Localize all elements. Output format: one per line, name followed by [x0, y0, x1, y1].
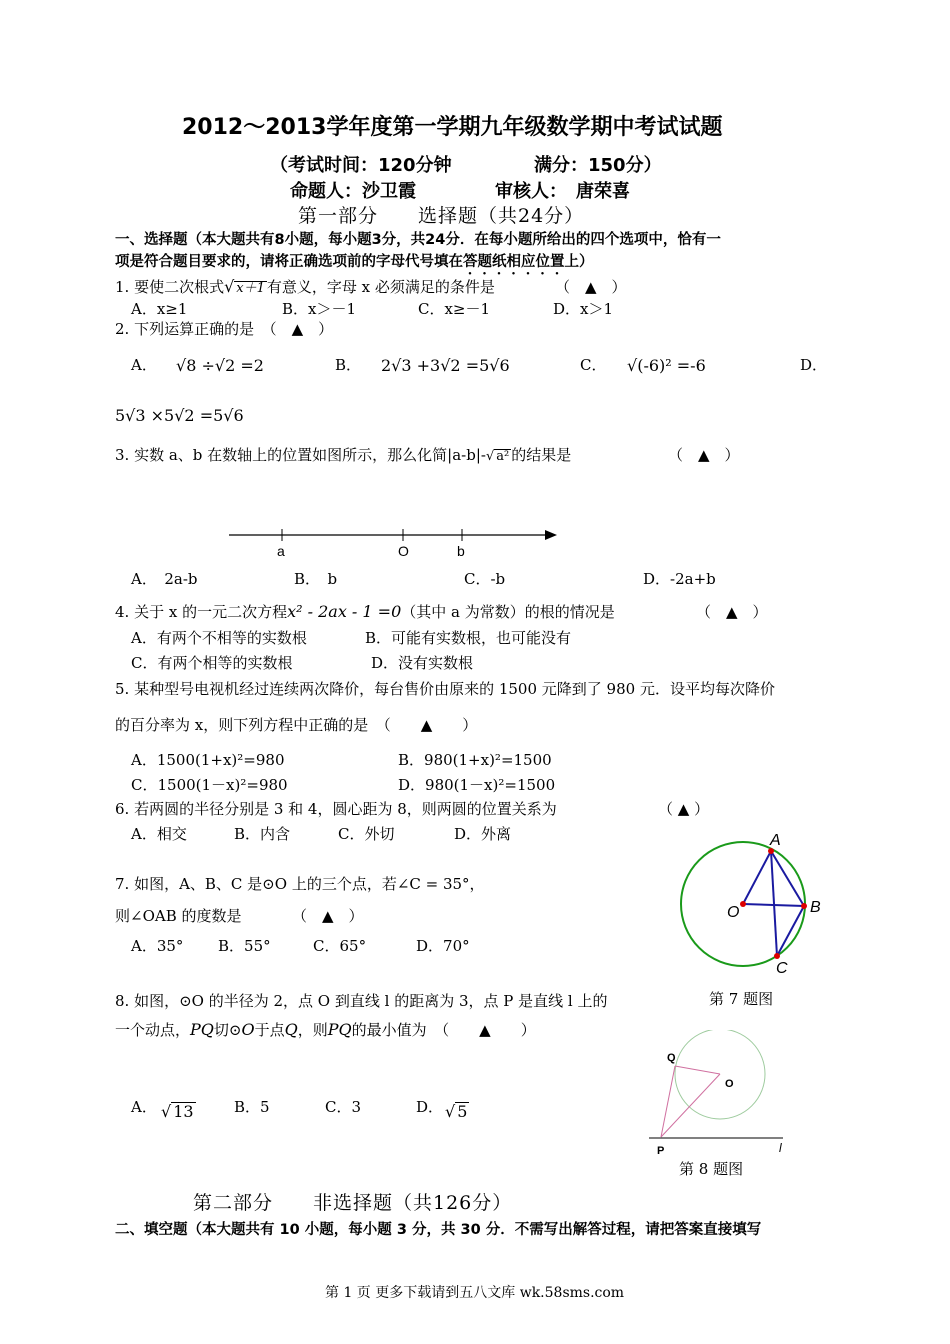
q2-option-a: √8 ÷√2 =2: [176, 356, 264, 375]
section2-title: 二、填空题（本大题共有 10 小题，每小题 3 分，共 30 分．不需写出解答过程，请把答案直接填写: [115, 1222, 762, 1238]
exam-reviewer: 审核人： 唐荣喜: [495, 181, 630, 202]
axis-label-b: b: [457, 543, 465, 559]
q1-stem: 1. 要使二次根式√ x＋1 有意义，字母 x 必须满足的条件是: [115, 277, 495, 296]
segment-po: [661, 1074, 720, 1137]
q8-label-p: P: [657, 1145, 665, 1157]
q6-option-a: A．相交: [131, 825, 187, 843]
q1-option-b: B．x＞－1: [282, 300, 357, 318]
q8-option-d-label: D．: [416, 1098, 444, 1116]
q6-stem: 6. 若两圆的半径分别是 3 和 4，圆心距为 8，则两圆的位置关系为: [115, 800, 557, 818]
q2-label-a: A．: [131, 356, 157, 374]
q4-option-c: C．有两个相等的实数根: [131, 654, 293, 672]
segment-oa: [743, 851, 771, 904]
q1-answer-blank: （ ▲ ）: [555, 278, 627, 296]
q8-label-q: Q: [667, 1052, 676, 1064]
axis-label-a: a: [277, 543, 285, 559]
page-footer: 第 1 页 更多下载请到五八文库 wk.58sms.com: [325, 1285, 625, 1301]
q8-stem-line1: 8. 如图，⊙O 的半径为 2，点 O 到直线 l 的距离为 3，点 P 是直线 l 上的: [115, 992, 608, 1010]
q7-option-a: A．35°: [131, 937, 184, 955]
q2-option-c: √(-6)² =-6: [627, 356, 706, 375]
point-b: [801, 903, 807, 909]
q1-option-d: D．x＞1: [553, 300, 614, 318]
section1-title-line2: 项是符合题目要求的，请将正确选项前的字母代号填在答题纸相应位置上）: [115, 254, 594, 270]
q2-label-c: C．: [580, 356, 607, 374]
segment-ac: [771, 851, 777, 956]
q1-option-c: C．x≥－1: [418, 300, 491, 318]
q3-option-b: B． b: [294, 570, 338, 588]
q3-option-d: D．-2a+b: [643, 570, 716, 588]
q8-option-a-label: A．: [131, 1098, 157, 1116]
q5-option-c: C．1500(1－x)²=980: [131, 776, 288, 794]
q8-caption: 第 8 题图: [679, 1160, 744, 1178]
q4-option-a: A．有两个不相等的实数根: [131, 629, 307, 647]
point-c: [774, 953, 780, 959]
q7-answer-blank: （ ▲ ）: [292, 907, 364, 925]
q2-label-d: D．: [800, 356, 828, 374]
q5-stem-line2: 的百分率为 x，则下列方程中正确的是 （ ▲ ）: [115, 716, 478, 734]
q8-figure: [645, 1030, 795, 1158]
axis-label-o: O: [398, 543, 409, 559]
q3-answer-blank: （ ▲ ）: [668, 446, 740, 464]
number-line: [225, 524, 565, 564]
q2-stem: 2. 下列运算正确的是 （ ▲ ）: [115, 320, 334, 338]
q3-option-a: A． 2a-b: [131, 570, 198, 588]
q7-label-a: A: [770, 832, 781, 849]
q7-figure: [672, 826, 832, 982]
section1-title: 一、选择题（本大题共有8小题，每小题3分，共24分．在每小题所给出的四个选项中，恰有一: [115, 232, 721, 248]
page-title: 2012～2013学年度第一学期九年级数学期中考试试题: [182, 115, 723, 140]
q8-stem-line2: 一个动点，PQ切⊙O于点Q，则PQ的最小值为 （ ▲ ）: [115, 1020, 536, 1039]
q4-option-b: B．可能有实数根，也可能没有: [365, 629, 572, 647]
q7-label-b: B: [810, 899, 821, 916]
q5-option-a: A．1500(1+x)²=980: [131, 751, 285, 769]
q8-option-d-value: √ 5: [445, 1102, 468, 1121]
q6-option-b: B．内含: [234, 825, 291, 843]
q8-label-o: O: [725, 1078, 734, 1090]
exam-time: （考试时间：120分钟: [270, 155, 452, 176]
q4-option-d: D．没有实数根: [371, 654, 474, 672]
segment-pq: [661, 1066, 675, 1137]
point-o: [740, 901, 746, 907]
q8-label-l: l: [779, 1141, 782, 1155]
q5-stem-line1: 5. 某种型号电视机经过连续两次降价，每台售价由原来的 1500 元降到了 980 元．设平均每次降价: [115, 680, 775, 698]
q3-option-c: C．-b: [464, 570, 506, 588]
q2-label-b: B．: [335, 356, 362, 374]
q2-option-d: 5√3 ×5√2 =5√6: [115, 406, 244, 425]
q2-option-b: 2√3 +3√2 =5√6: [381, 356, 510, 375]
q7-caption: 第 7 题图: [709, 990, 774, 1008]
number-line-arrow: [545, 530, 557, 540]
part2-heading: 第二部分 非选择题（共126分）: [193, 1192, 513, 1214]
q8-option-a-value: √ 13: [161, 1102, 194, 1121]
exam-score: 满分：150分）: [534, 155, 662, 176]
q8-option-b: B．5: [234, 1098, 270, 1116]
q7-stem-line1: 7. 如图，A、B、C 是⊙O 上的三个点，若∠C = 35°，: [115, 875, 485, 893]
q6-answer-blank: （ ▲ ）: [658, 800, 710, 818]
q6-option-d: D．外离: [454, 825, 512, 843]
q6-option-c: C．外切: [338, 825, 395, 843]
q7-option-c: C．65°: [313, 937, 367, 955]
exam-author: 命题人：沙卫霞: [290, 181, 416, 202]
q5-option-d: D．980(1－x)²=1500: [398, 776, 556, 794]
q4-answer-blank: （ ▲ ）: [696, 603, 768, 621]
q4-stem: 4. 关于 x 的一元二次方程x² - 2ax - 1 =0（其中 a 为常数）的根的情况是: [115, 602, 615, 621]
q7-label-c: C: [776, 960, 788, 977]
q5-option-b: B．980(1+x)²=1500: [398, 751, 552, 769]
part1-heading: 第一部分 选择题（共24分）: [298, 205, 585, 227]
q7-stem-line2: 则∠OAB 的度数是: [115, 907, 242, 925]
q7-option-d: D．70°: [416, 937, 470, 955]
q1-option-a: A．x≥1: [131, 300, 188, 318]
q3-stem: 3. 实数 a、b 在数轴上的位置如图所示，那么化简|a-b|-√ a² 的结果是: [115, 446, 572, 464]
q7-label-o: O: [727, 904, 740, 921]
segment-bc: [777, 906, 804, 956]
q7-option-b: B．55°: [218, 937, 271, 955]
q8-option-c: C．3: [325, 1098, 362, 1116]
segment-qo: [675, 1066, 720, 1074]
